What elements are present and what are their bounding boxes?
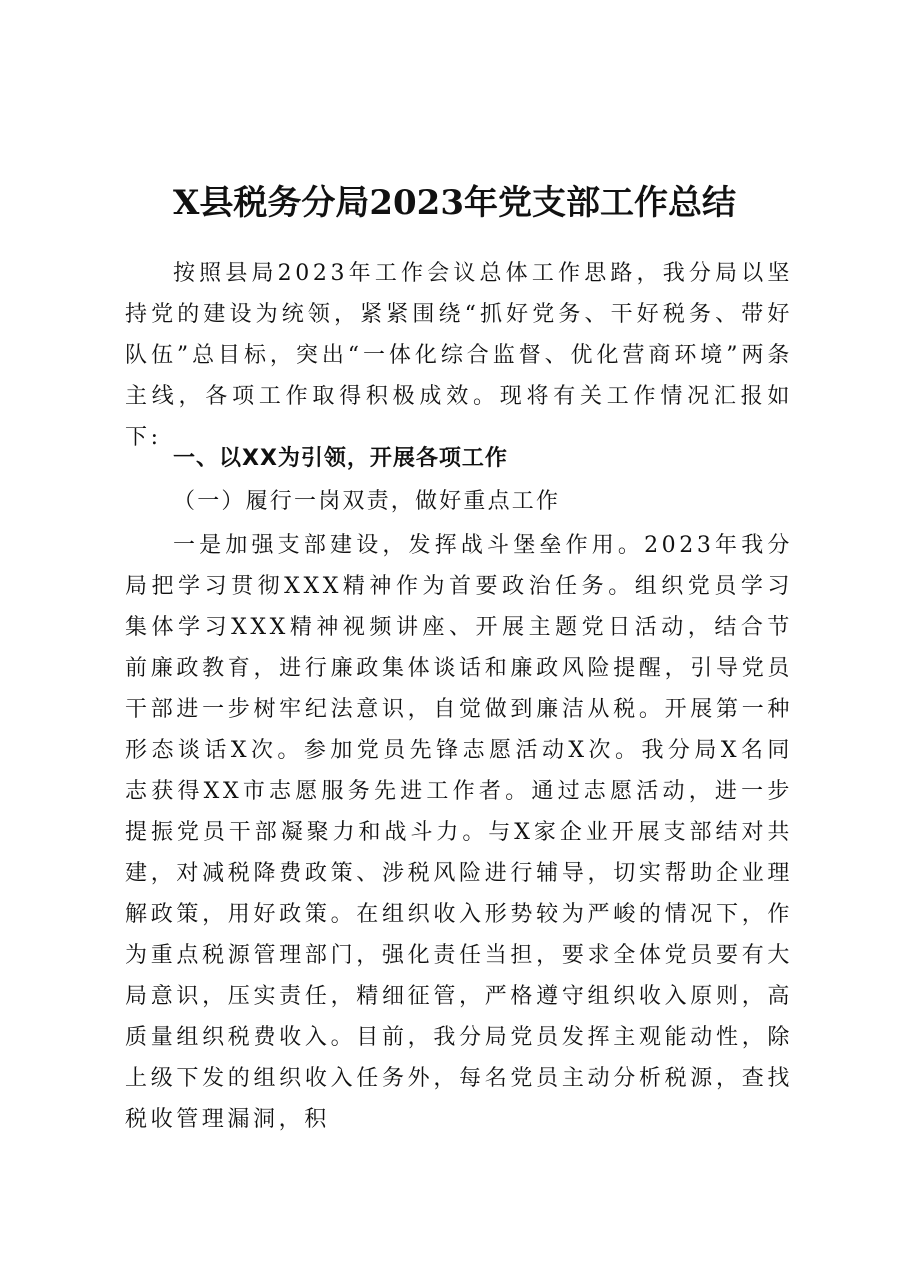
section-heading-1: 一、以XX为引领，开展各项工作 (173, 446, 508, 471)
document-title: X县税务分局2023年党支部工作总结 (172, 183, 736, 223)
intro-paragraph: 按照县局2023年工作会议总体工作思路，我分局以坚持党的建设为统领，紧紧围绕“抓好党务、干好税务、带好队伍”总目标，突出“一体化综合监督、优化营商环境”两条主线，各项工作取得积极成效。现将有关工作情况汇报如下: (125, 261, 793, 450)
subsection-heading-1: （一）履行一岗双责，做好重点工作 (173, 489, 561, 514)
body-paragraph-1: 一是加强支部建设，发挥战斗堡垒作用。2023年我分局把学习贯彻XXX精神作为首要政治任务。组织党员学习集体学习XXX精神视频讲座、开展主题党日活动，结合节前廉政教育，进行廉政集体谈话和廉政风险提醒，引导党员干部进一步树牢纪法意识，自觉做到廉洁从税。开展第一种形态谈话X次。参加党员先锋志愿活动X次。我分局X名同志获得XX市志愿服务先进工作者。通过志愿活动，进一步提振党员干部凝聚力和战斗力。与X家企业开展支部结对共建，对减税降费政策、涉税风险进行辅导，切实帮助企业理解政策，用好政策。在组织收入形势较为严峻的情况下，作为重点税源管理部门，强化责任当担，要求全体党员要有大局意识，压实责任，精细征管，严格遵守组织收入原则，高质量组织税费收入。目前，我分局党员发挥主观能动性，除上级下发的组织收入任务外，每名党员主动分析税源，查找税收管理漏洞，积 (125, 533, 793, 1132)
